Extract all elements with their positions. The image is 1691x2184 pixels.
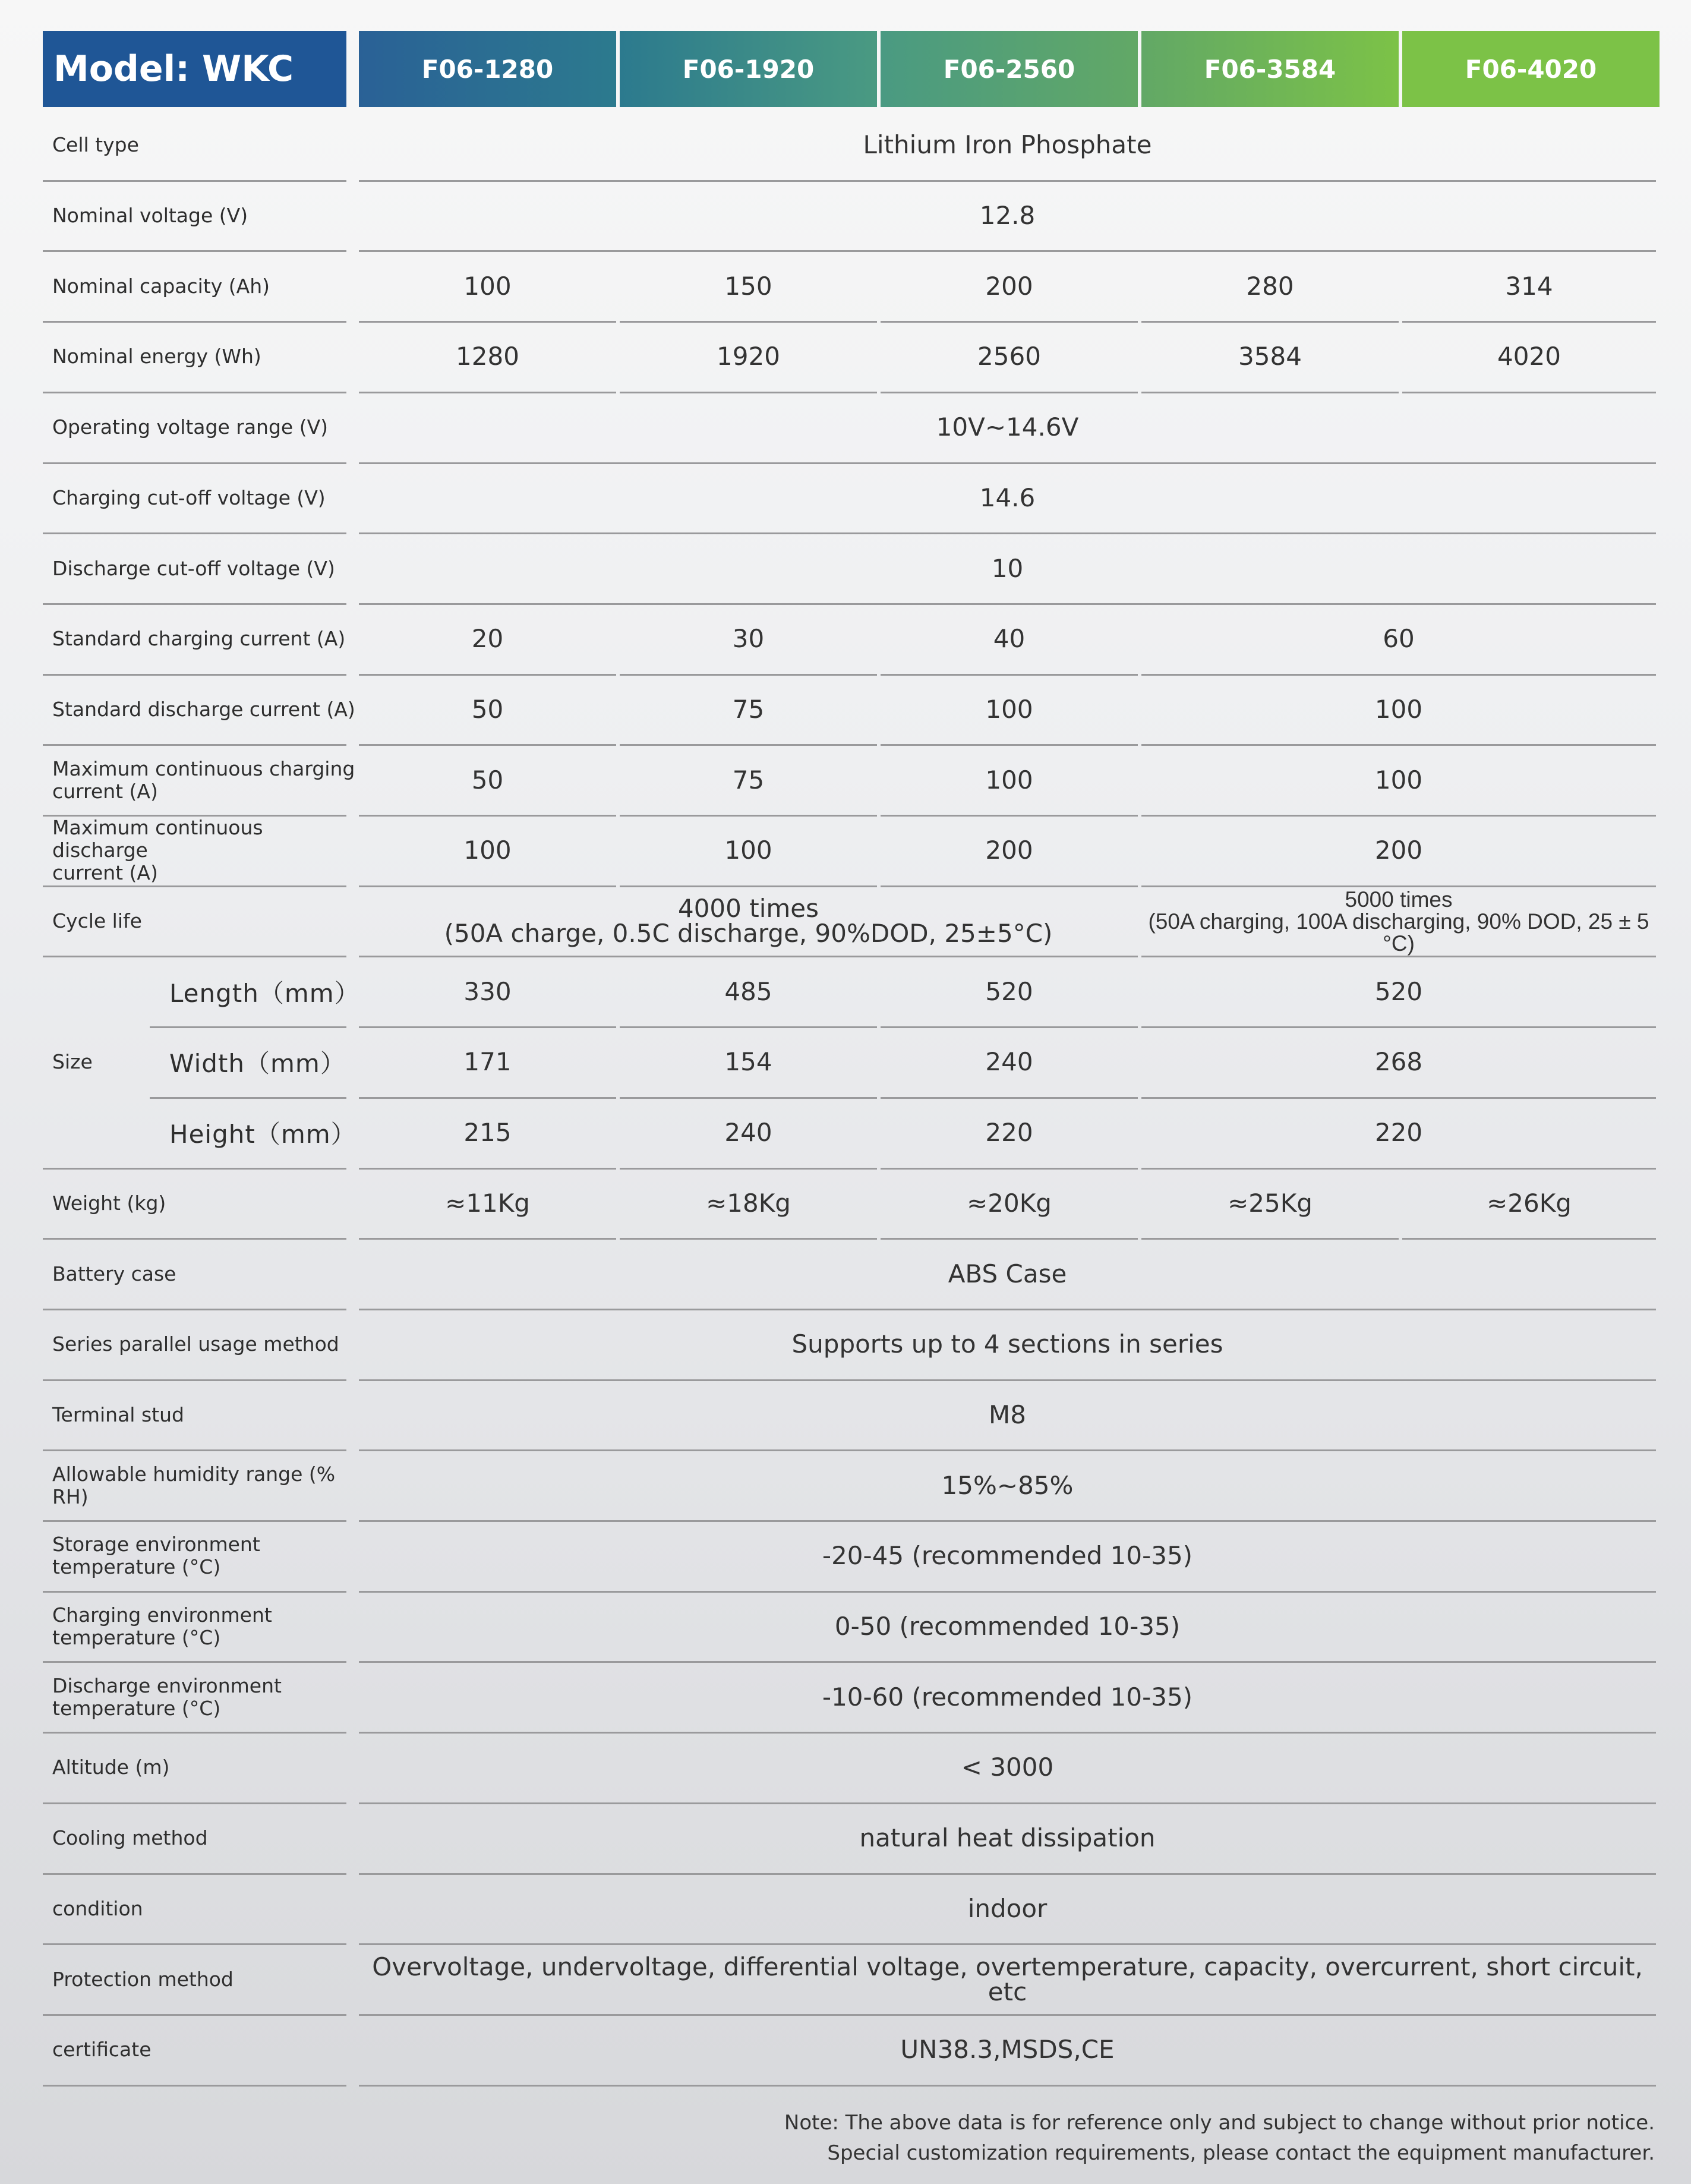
spec-value: 200 [985, 836, 1033, 865]
spec-value: 520 [985, 976, 1033, 1006]
spec-value: Lithium Iron Phosphate [863, 130, 1152, 160]
spec-value: 0-50 (recommended 10-35) [834, 1612, 1181, 1641]
spec-value: 220 [1374, 1118, 1423, 1148]
row-label: Standard discharge current (A) [52, 697, 355, 721]
row-label: Terminal stud [52, 1403, 184, 1426]
row-label: Protection method [52, 1967, 234, 1991]
row-label: Battery case [52, 1262, 176, 1285]
model-header-f06-4020: F06-4020 [1402, 31, 1660, 107]
spec-value: 4000 times (50A charge, 0.5C discharge, 90%DOD, 25±5°C) [444, 894, 1053, 948]
spec-value: 200 [985, 271, 1033, 301]
label-divider [43, 2085, 346, 2087]
spec-value: natural heat dissipation [859, 1823, 1156, 1853]
spec-value: 3584 [1238, 342, 1302, 371]
row-label: Nominal energy (Wh) [52, 345, 261, 368]
spec-value: 485 [724, 976, 772, 1006]
spec-value: 50 [471, 765, 504, 795]
size-sub-label: Height（mm） [169, 1120, 357, 1149]
model-title: Model: WKC [43, 31, 346, 107]
spec-value: 100 [985, 694, 1033, 724]
spec-value: ≈26Kg [1487, 1188, 1572, 1218]
spec-value: 200 [1374, 836, 1423, 865]
row-label: Operating voltage range (V) [52, 415, 329, 439]
spec-value: ≈11Kg [445, 1188, 530, 1218]
spec-value: 154 [724, 1047, 772, 1077]
spec-value: -20-45 (recommended 10-35) [822, 1541, 1193, 1571]
spec-value: ABS Case [948, 1259, 1067, 1288]
spec-value: < 3000 [961, 1753, 1054, 1782]
spec-value: 100 [1374, 694, 1423, 724]
spec-value: ≈20Kg [967, 1188, 1052, 1218]
spec-value: indoor [967, 1893, 1048, 1923]
row-label: Weight (kg) [52, 1191, 166, 1215]
spec-value: 20 [471, 624, 504, 654]
spec-value: 240 [724, 1118, 772, 1148]
spec-value: Overvoltage, undervoltage, differential voltage, overtemperature, capacity, overcurrent, short circuit, etc [372, 1952, 1643, 2006]
row-label: Nominal capacity (Ah) [52, 274, 270, 298]
model-header-f06-2560: F06-2560 [881, 31, 1138, 107]
spec-value: 10V~14.6V [936, 412, 1079, 442]
spec-value: ≈18Kg [706, 1188, 791, 1218]
spec-value: 100 [985, 765, 1033, 795]
model-header-f06-1280: F06-1280 [359, 31, 616, 107]
size-group-label: Size [52, 1050, 93, 1074]
row-label: Altitude (m) [52, 1756, 170, 1779]
spec-value: 100 [1374, 765, 1423, 795]
spec-value: 4020 [1497, 342, 1561, 371]
spec-value: 100 [463, 836, 512, 865]
spec-value: 1920 [717, 342, 780, 371]
row-label: Maximum continuous charging current (A) [52, 757, 355, 803]
spec-value: 50 [471, 694, 504, 724]
row-label: condition [52, 1896, 143, 1920]
spec-value: -10-60 (recommended 10-35) [822, 1682, 1193, 1712]
footnote-line-2: Special customization requirements, please contact the equipment manufacturer. [827, 2141, 1655, 2165]
cell-divider [359, 2085, 1656, 2087]
spec-value: 15%~85% [941, 1470, 1074, 1500]
row-label: Allowable humidity range (% RH) [52, 1462, 336, 1508]
row-label: Discharge cut-off voltage (V) [52, 556, 335, 580]
model-header-f06-3584: F06-3584 [1141, 31, 1399, 107]
spec-value: 75 [732, 694, 765, 724]
row-label: Series parallel usage method [52, 1332, 339, 1356]
row-label: Standard charging current (A) [52, 627, 346, 651]
spec-value: 12.8 [979, 201, 1036, 231]
spec-value: 14.6 [979, 483, 1036, 512]
spec-value: 171 [463, 1047, 512, 1077]
spec-value: 150 [724, 271, 772, 301]
spec-value: 220 [985, 1118, 1033, 1148]
size-sub-label: Width（mm） [169, 1049, 346, 1079]
row-label: Charging environment temperature (°C) [52, 1603, 272, 1650]
footnote-line-1: Note: The above data is for reference only and subject to change without prior notice. [784, 2111, 1655, 2135]
row-label: Charging cut-off voltage (V) [52, 486, 326, 509]
spec-value: 30 [732, 624, 765, 654]
row-label: Cooling method [52, 1826, 208, 1850]
spec-value: 280 [1246, 271, 1294, 301]
spec-value: M8 [989, 1400, 1026, 1429]
row-label: Cell type [52, 133, 139, 157]
spec-value: 268 [1374, 1047, 1423, 1077]
spec-value: 100 [463, 271, 512, 301]
spec-value: 60 [1383, 624, 1415, 654]
spec-value: UN38.3,MSDS,CE [900, 2035, 1115, 2065]
spec-value: Supports up to 4 sections in series [791, 1329, 1223, 1359]
row-label: Nominal voltage (V) [52, 204, 248, 228]
row-label: certificate [52, 2038, 152, 2062]
spec-value: 1280 [456, 342, 519, 371]
row-label: Maximum continuous discharge current (A) [52, 816, 263, 885]
spec-value: 330 [463, 976, 512, 1006]
spec-value: 75 [732, 765, 765, 795]
spec-value: 240 [985, 1047, 1033, 1077]
size-sub-label: Length（mm） [169, 978, 360, 1008]
row-label: Storage environment temperature (°C) [52, 1533, 260, 1579]
spec-value: 100 [724, 836, 772, 865]
row-label: Cycle life [52, 909, 142, 933]
spec-value: 520 [1374, 976, 1423, 1006]
spec-value: 40 [993, 624, 1026, 654]
row-label: Discharge environment temperature (°C) [52, 1674, 282, 1720]
spec-value: 215 [463, 1118, 512, 1148]
spec-value: 10 [991, 553, 1024, 583]
spec-value: ≈25Kg [1228, 1188, 1313, 1218]
model-header-f06-1920: F06-1920 [620, 31, 877, 107]
spec-value: 5000 times (50A charging, 100A discharging, 90% DOD, 25 ± 5 °C) [1148, 887, 1649, 956]
spec-value: 314 [1505, 271, 1553, 301]
spec-value: 2560 [977, 342, 1041, 371]
